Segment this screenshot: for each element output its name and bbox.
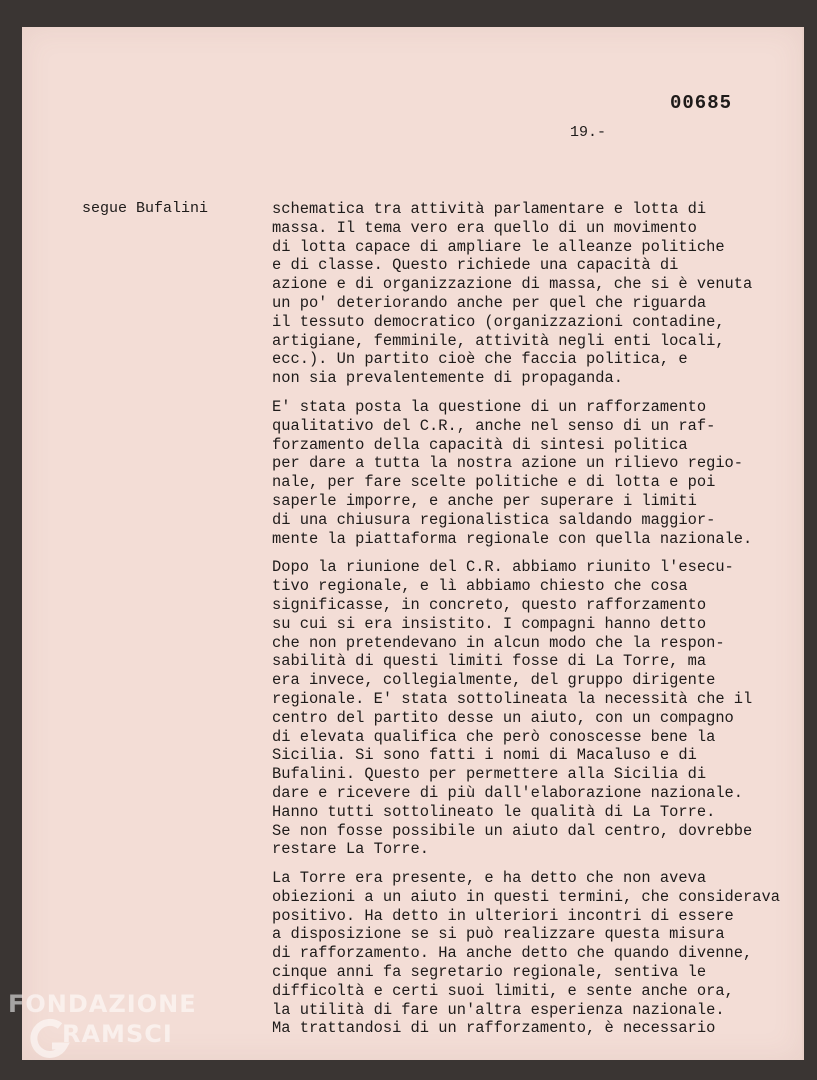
text-line: di rafforzamento. Ha anche detto che quando divenne, [272,944,753,963]
text-line: di elevata qualifica che però conoscesse bene la [272,727,716,746]
text-line: dare e ricevere di più dall'elaborazione nazionale. [272,783,744,802]
text-line: qualitativo del C.R., anche nel senso di un raf- [272,416,716,435]
text-line: restare La Torre. [272,840,430,859]
text-line: massa. Il tema vero era quello di un movimento [272,218,697,237]
paragraph [272,558,792,859]
watermark-line2: RAMSCI [62,1020,173,1048]
text-line: per dare a tutta la nostra azione un rilievo regio- [272,454,744,473]
text-line: significasse, in concreto, questo rafforzamento [272,595,707,614]
text-line: sabilità di questi limiti fosse di La Torre, ma [272,652,707,671]
document-number: 00685 [670,92,733,114]
text-line: Ma trattandosi di un rafforzamento, è necessario [272,1019,716,1038]
text-line: Se non fosse possibile un aiuto dal centro, dovrebbe [272,821,753,840]
fondazione-gramsci-watermark [2,990,202,1080]
page-number: 19.- [570,124,607,141]
paragraph [272,398,792,548]
text-line: obiezioni a un aiuto in questi termini, che considerava [272,887,780,906]
text-line: nale, per fare scelte politiche e di lotta e poi [272,473,716,492]
text-line: regionale. E' stata sottolineata la necessità che il [272,689,753,708]
text-line: su cui si era insistito. I compagni hanno detto [272,614,707,633]
text-line: e di classe. Questo richiede una capacità di [272,256,679,275]
text-line: Dopo la riunione del C.R. abbiamo riunito l'esecu- [272,558,734,577]
text-line: a disposizione se si può realizzare questa misura [272,925,725,944]
text-line: un po' deteriorando anche per quel che riguarda [272,293,707,312]
body-text [272,200,792,1048]
text-line: che non pretendevano in alcun modo che la respon- [272,633,725,652]
text-line: Sicilia. Si sono fatti i nomi di Macaluso e di [272,746,697,765]
text-line: centro del partito desse un aiuto, con un compagno [272,708,734,727]
text-line: di lotta capace di ampliare le alleanze politiche [272,237,725,256]
text-line: cinque anni fa segretario regionale, sentiva le [272,963,707,982]
text-line: schematica tra attività parlamentare e lotta di [272,200,707,218]
speaker-label: segue Bufalini [82,200,209,217]
text-line: saperle imporre, e anche per superare i limiti [272,491,697,510]
paragraph [272,869,792,1038]
text-line: mente la piattaforma regionale con quella nazionale. [272,529,753,548]
text-line: azione e di organizzazione di massa, che si è venuta [272,275,753,294]
text-line: ecc.). Un partito cioè che faccia politica, e [272,350,688,369]
text-line: di una chiusura regionalistica saldando maggior- [272,510,716,529]
text-line: difficoltà e certi suoi limiti, e sente anche ora, [272,981,734,1000]
text-line: non sia prevalentemente di propaganda. [272,369,623,388]
text-line: La Torre era presente, e ha detto che non aveva [272,869,707,888]
text-line: la utilità di fare un'altra esperienza nazionale. [272,1000,725,1019]
text-line: positivo. Ha detto in ulteriori incontri di essere [272,906,734,925]
text-line: artigiane, femminile, attività negli enti locali, [272,331,725,350]
text-line: era invece, collegialmente, del gruppo dirigente [272,671,716,690]
text-line: E' stata posta la questione di un rafforzamento [272,397,707,416]
text-line: tivo regionale, e lì abbiamo chiesto che cosa [272,577,688,596]
text-line: forzamento della capacità di sintesi politica [272,435,688,454]
paragraph [272,200,792,388]
text-line: Bufalini. Questo per permettere alla Sicilia di [272,765,707,784]
text-line: Hanno tutti sottolineato le qualità di La Torre. [272,802,716,821]
text-line: il tessuto democratico (organizzazioni contadine, [272,312,725,331]
watermark-line1: FONDAZIONE [8,990,197,1018]
